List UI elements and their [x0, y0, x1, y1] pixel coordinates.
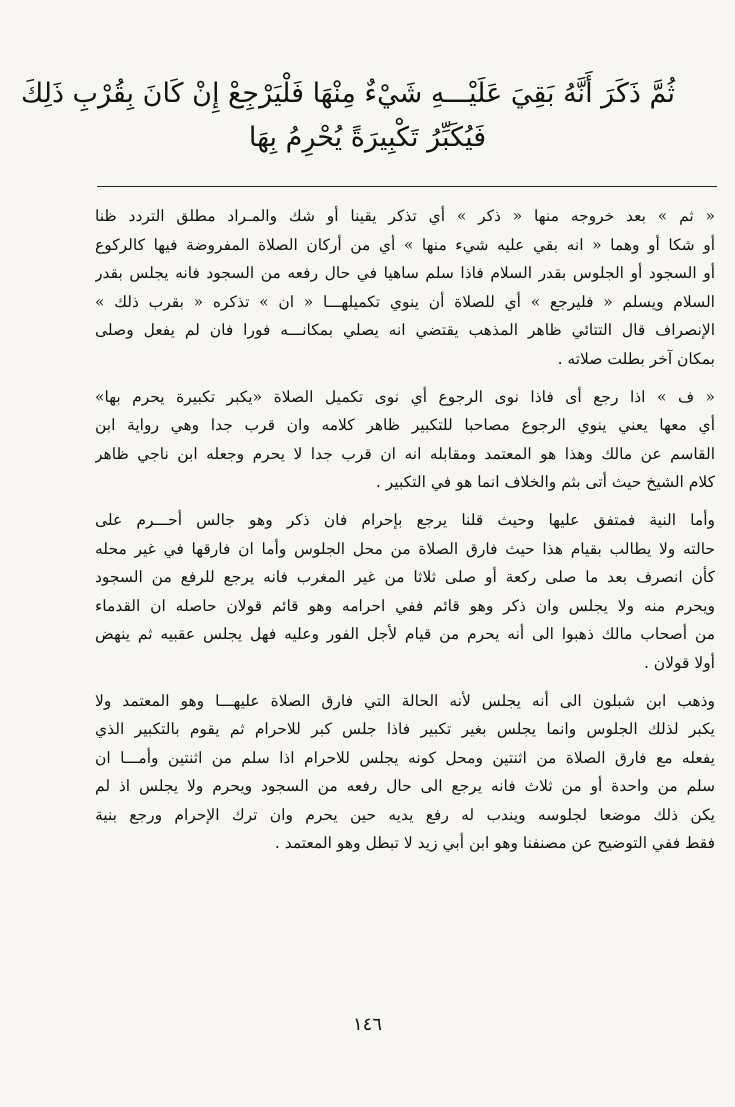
- page-number: ١٤٦: [352, 1014, 382, 1035]
- paragraph-1: [95, 202, 715, 374]
- text-line: بمكان آخر بطلت صلاته .: [557, 349, 715, 368]
- text-line: يفعله مع فارق الصلاة من اثنتين ومحل كونه يجلس للاحرام اذا سلم من اثنتين وأمـــا ان: [95, 748, 715, 767]
- title-line-1: ثُمَّ ذَكَرَ أَنَّهُ بَقِيَ عَلَيْـــهِ شَيْءٌ مِنْهَا فَلْيَرْجِعْ إِنْ كَانَ بِقُرْبِ ذَلِكَ: [20, 78, 675, 109]
- text-line: القاسم عن مالك وهذا هو المعتمد ومقابله انه ان قرب جدا لا يحرم وجعله ابن ناجي ظاهر: [95, 444, 715, 463]
- text-line: كأن انصرف بعد ما صلى ركعة أو صلى ثلاثا من غير المغرب فانه يرجع للرفع من السجود: [95, 568, 715, 587]
- matn-title: [20, 72, 675, 160]
- text-line: فقط ففي التوضيح عن مصنفنا وهو ابن أبي زيد لا تبطل وهو المعتمد .: [274, 834, 715, 853]
- text-line: يكن ذلك موضعا لجلوسه ويندب له رفع يديه حين يحرم وان ترك الإحرام ورجع بنية: [95, 805, 715, 824]
- title-divider: [97, 186, 717, 187]
- text-line: ويحرم منه ولا يجلس وان ذكر وهو قائم ففي احرامه وهو قائم قولان حاصله ان القدماء: [95, 596, 715, 615]
- text-line: « ثم » بعد خروجه منها « ذكر » أي تذكر يقينا أو شك والمـراد مطلق التردد ظنا: [95, 207, 715, 225]
- paragraph-2: [95, 383, 715, 497]
- text-line: وأما النية فمتفق عليها وحيث قلنا يرجع بإحرام فان ذكر وهو جالس أحـــرم على: [95, 510, 715, 529]
- text-line: سلم من واحدة أو من ثلاث فانه يرجع الى حال رفعه من السجود ويحرم ولا يجلس اذ لم: [95, 777, 715, 796]
- paragraph-4: [95, 687, 715, 859]
- text-line: يكبر لذلك الجلوس وانما يجلس بغير تكبير فاذا جلس كبر للاحرام ثم يقوم بالتكبير الذي: [95, 720, 715, 739]
- commentary-body: [95, 202, 715, 867]
- text-line: أو شكا أو وهما « انه بقي عليه شيء منها » أي من أركان الصلاة المفروضة فيها كالركوع: [95, 235, 715, 254]
- title-line-2: فَيُكَبِّرُ تَكْبِيرَةً يُحْرِمُ بِهَا: [248, 122, 487, 153]
- text-line: « ف » اذا رجع أى فاذا نوى الرجوع أي نوى تكميل الصلاة «يكبر تكبيرة يحرم بها»: [95, 387, 715, 406]
- paragraph-3: [95, 506, 715, 678]
- text-line: أولا قولان .: [643, 653, 715, 672]
- text-line: أي معها يعني ينوي الرجوع مصاحبا للتكبير ظاهر كلامه وان قرب جدا وهي رواية ابن: [95, 416, 715, 435]
- text-line: كلام الشيخ حيث أتى بثم والخلاف انما هو في التكبير .: [375, 473, 715, 492]
- text-line: وذهب ابن شبلون الى أنه يجلس لأنه الحالة التي فارق الصلاة عليهـــا وهو المعتمد ولا: [95, 691, 715, 710]
- text-line: حالته ولا يطالب بقيام هذا حيث فارق الصلاة من محل الجلوس وأما ان فارقها في غير محله: [95, 539, 715, 558]
- text-line: من أصحاب مالك ذهبوا الى أنه يحرم من قيام لأجل الفور وعليه فهل يجلس عقبيه ثم ينهض: [95, 625, 715, 644]
- text-line: السلام ويسلم « فليرجع » أي للصلاة أن ينوي تكميلهـــا « ان » تذكره « بقرب ذلك »: [95, 292, 715, 311]
- text-line: الإنصراف قال التتائي ظاهر المذهب يقتضي انه يصلي بمكانـــه فورا فان لم يفعل وصلى: [95, 321, 715, 340]
- text-line: أو السجود أو الجلوس بقدر السلام فاذا سلم ساهيا في حال رفعه من السجود فانه يجلس بقدر: [95, 264, 715, 283]
